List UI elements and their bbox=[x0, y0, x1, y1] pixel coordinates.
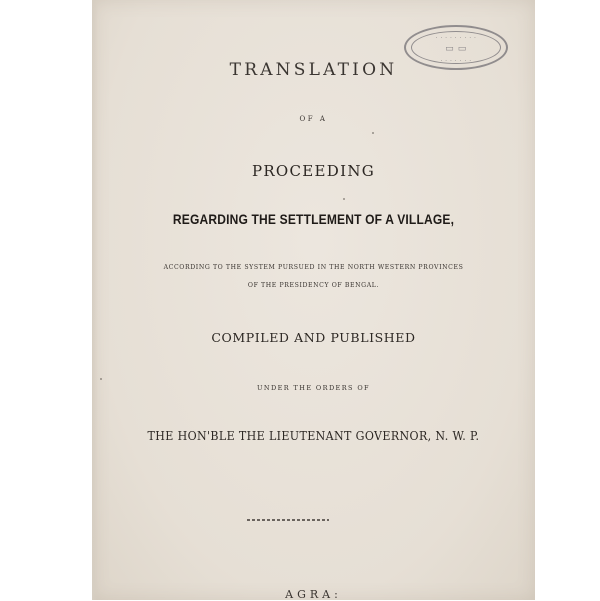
paper-speck bbox=[372, 132, 374, 134]
subject-heading: REGARDING THE SETTLEMENT OF A VILLAGE, bbox=[172, 211, 455, 227]
authority-line: THE HON'BLE THE LIEUTENANT GOVERNOR, N. W. P. bbox=[147, 429, 480, 443]
paper-speck bbox=[343, 198, 345, 200]
imprint-place: AGRA: bbox=[285, 588, 342, 601]
compiled-heading: COMPILED AND PUBLISHED bbox=[211, 330, 416, 345]
heading-proceeding: PROCEEDING bbox=[251, 162, 376, 180]
of-a-line: OF A bbox=[299, 115, 328, 123]
library-stamp: · · · · · · · · · ▭ ▭ · · · · · · · bbox=[404, 25, 508, 70]
document-page bbox=[92, 0, 535, 600]
decorative-rule bbox=[247, 519, 329, 521]
page-fold-shadow bbox=[92, 0, 98, 600]
according-line-1: ACCORDING TO THE SYSTEM PURSUED IN THE NORTH WESTERN PROVINCES bbox=[163, 264, 464, 271]
paper-speck bbox=[100, 378, 102, 380]
according-line-2: OF THE PRESIDENCY OF BENGAL. bbox=[247, 282, 380, 289]
under-orders-line: UNDER THE ORDERS OF bbox=[257, 384, 370, 392]
document-title: TRANSLATION bbox=[229, 60, 398, 80]
